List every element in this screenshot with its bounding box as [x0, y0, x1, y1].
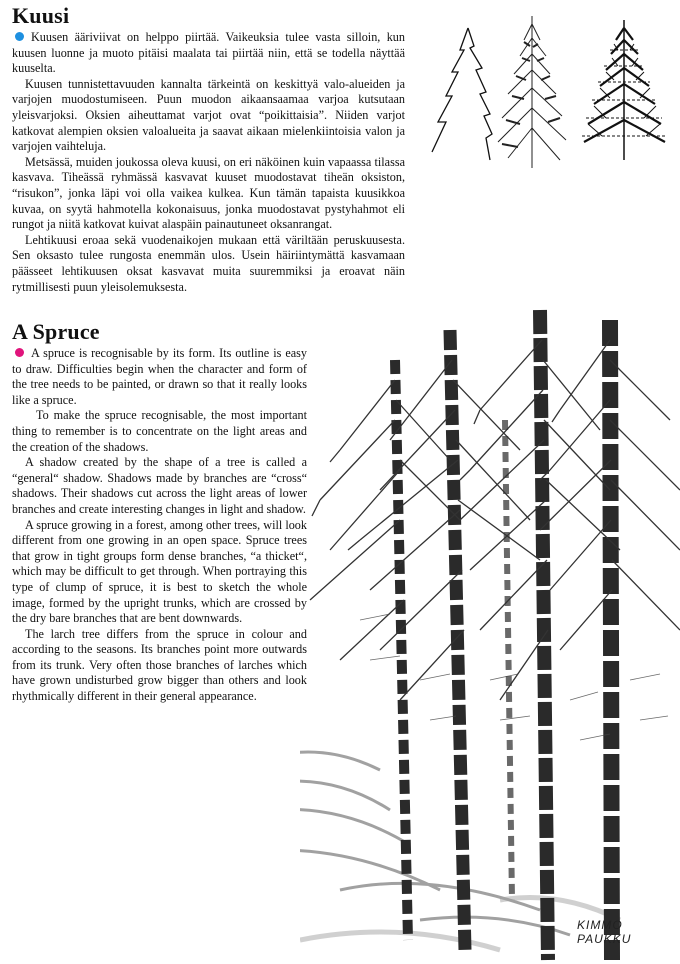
spruce-forest-drawing	[300, 300, 680, 964]
finnish-paragraph-3: Metsässä, muiden joukossa oleva kuusi, on eri näköinen kuin vapaassa tilassa kasvava. Tiheässä ryhmässä kasvavat kuuset muodostavat tiheän oksiston, “risukon”, jonka läpi voi olla vaikea kulkea. Kun tämän tapaista kuusikkoa kuvaa, on syytä hahmotella kokonaisuus, jonka muodostavat pystyhahmot eli rungot ja niitä katkovat kuivat alaspäin painautuneet oksanrangat.	[12, 154, 405, 232]
english-paragraph-5: The larch tree differs from the spruce in colour and according to the seasons. Its branches point more outwards from its trunk. Very often those branches of larches which have grown undisturbed grow bigger than others and look rhythmically different in their general appearance.	[12, 626, 307, 704]
english-paragraph-4: A spruce growing in a forest, among other trees, will look different from one growing in an open space. Spruce trees that grow in tight groups form dense branches, “a thicket“, which may be difficult to get through. When portraying this type of clump of spruce, it is best to sketch the whole image, formed by the upright trunks, which are crossed by the dry bare branches that are bent downwards.	[12, 517, 307, 626]
artist-signature: KIMMO PAUKKU	[577, 918, 632, 946]
finnish-paragraph-1-text: Kuusen ääriviivat on helppo piirtää. Vaikeuksia tulee vasta silloin, kun kuusen luonne ja muoto pitäisi maalata tai piirtää niin, että se todella näyttää kuuselta.	[12, 30, 405, 76]
branches	[310, 340, 680, 700]
finnish-text-column	[12, 30, 405, 295]
spruce-outline-sketch	[432, 28, 492, 160]
blue-bullet-icon	[15, 32, 24, 41]
magenta-bullet-icon	[15, 348, 24, 357]
finnish-title: Kuusi	[12, 3, 70, 28]
spruce-dark-sketch	[582, 20, 666, 160]
english-paragraph-1	[12, 346, 307, 408]
finnish-paragraph-2: Kuusen tunnistettavuuden kannalta tärkeintä on keskittyä valo-alueiden ja varjojen muodostumiseen. Puun muodon aikaansaamaa varjoa kutsutaan yleisvarjoksi. Oksien aiheuttamat varjot ovat “poikittaisia”. Niiden varjot katkovat alempien oksien valoalueita ja saavat aikaan mielenkiintoisia valon ja varjojen vaihteluja.	[12, 76, 405, 154]
spruce-shaded-sketch	[498, 16, 566, 168]
finnish-paragraph-4: Lehtikuusi eroaa sekä vuodenaikojen mukaan että väriltään peruskuusesta. Sen oksasto tulee rungosta enemmän ulos. Usein häiriintymättä kasvamaan päässeet lehtikuusen oksat kasvavat muita suuremmiksi ja eroavat näin rytmillisesti puun yleisolemuksesta.	[12, 232, 405, 294]
english-title: A Spruce	[12, 319, 100, 344]
english-paragraph-2: To make the spruce recognisable, the most important thing to remember is to concentrate on the light areas and the creation of the shadows.	[12, 408, 307, 454]
english-paragraph-3: A shadow created by the shape of a tree is called a “general“ shadow. Shadows made by branches are “cross“ shadows. Their shadows cut across the light areas of lower branches and create interesting changes in light and shadow.	[12, 455, 307, 516]
english-text-column	[12, 346, 307, 705]
finnish-paragraph-1	[12, 30, 405, 77]
english-paragraph-1-text: A spruce is recognisable by its form. Its outline is easy to draw. Difficulties begin when the character and form of the tree needs to be painted, or drawn so that it really looks like a spruce.	[12, 346, 307, 407]
spruce-sketches-illustration	[428, 10, 676, 170]
trunks	[395, 310, 612, 960]
